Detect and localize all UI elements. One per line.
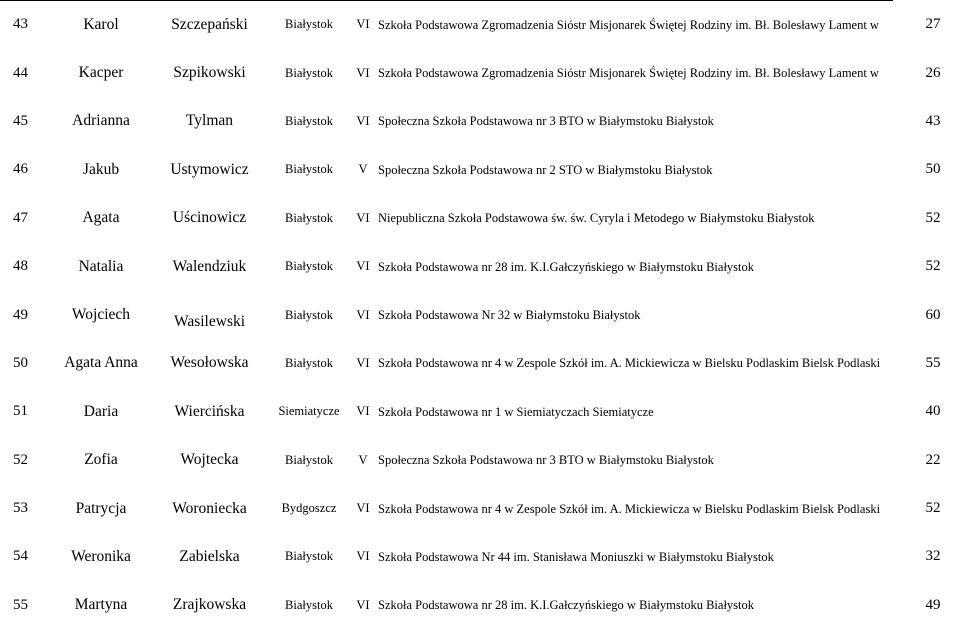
table-row: [0, 146, 960, 194]
grade: VI: [348, 1, 378, 49]
first-name: Natalia: [78, 257, 124, 275]
grade: VI: [356, 259, 370, 274]
city: Białystok: [285, 307, 333, 322]
city: Białystok: [285, 259, 333, 274]
last-name: Zrajkowska: [172, 596, 247, 614]
last-name: Tylman: [185, 112, 234, 130]
row-number: 52: [13, 451, 28, 468]
score: 50: [925, 161, 941, 178]
table-row: [0, 436, 960, 484]
row-number: 48: [13, 258, 28, 275]
school-name: Szkoła Podstawowa nr 4 w Zespole Szkół im. A. Mickiewicza w Bielsku Podlaskim Bielsk Podlaski: [378, 356, 881, 371]
table-row: [0, 484, 960, 532]
grade: VI: [356, 597, 370, 612]
table-row: [0, 291, 960, 339]
city: Białystok: [285, 355, 333, 370]
table-row: [0, 388, 960, 436]
first-name: Adrianna: [72, 112, 130, 130]
last-name: Wesołowska: [170, 354, 249, 372]
last-name: Zabielska: [179, 547, 240, 565]
school-name: Społeczna Szkoła Podstawowa nr 3 BTO w Białymstoku Białystok: [378, 114, 714, 129]
city: Bydgoszcz: [281, 501, 337, 516]
row-number: 55: [13, 596, 28, 613]
table-row: [0, 339, 960, 387]
score: 60: [925, 306, 941, 323]
row-number: 50: [13, 354, 28, 371]
grade: VI: [356, 307, 370, 322]
score: 27: [925, 16, 941, 33]
city: Białystok: [285, 65, 333, 80]
row-number: 43: [0, 1, 53, 49]
school-name: Społeczna Szkoła Podstawowa nr 3 BTO w Białymstoku Białystok: [378, 453, 714, 468]
first-name: Kacper: [78, 64, 124, 82]
first-name: Wojciech: [71, 306, 131, 324]
city: Białystok: [285, 549, 333, 564]
table-row: [0, 242, 960, 290]
table-row: [0, 49, 960, 97]
grade: V: [358, 162, 368, 177]
city: Siemiatycze: [278, 404, 340, 419]
score: 52: [925, 209, 941, 226]
row-number: 53: [13, 500, 28, 517]
first-name: Patrycja: [75, 499, 127, 517]
last-name: Wojtecka: [180, 451, 239, 469]
score: 26: [925, 64, 941, 81]
score: 22: [925, 451, 941, 468]
score: 55: [925, 354, 941, 371]
row-number: 44: [13, 64, 28, 81]
score: 49: [925, 596, 941, 613]
row-number: 45: [13, 112, 28, 129]
school-name: Szkoła Podstawowa Zgromadzenia Sióstr Misjonarek Świętej Rodziny im. Bł. Bolesławy Lament w: [378, 1, 893, 49]
table-row: [0, 194, 960, 242]
grade: VI: [356, 549, 370, 564]
city: Białystok: [285, 113, 333, 128]
school-name: Niepubliczna Szkoła Podstawowa św. św. Cyryla i Metodego w Białymstoku Białystok: [378, 211, 815, 226]
city: Białystok: [285, 162, 333, 177]
city: Białystok: [270, 1, 348, 49]
score: 40: [925, 403, 941, 420]
row-number: 54: [13, 548, 28, 565]
last-name: Ustymowicz: [170, 160, 249, 178]
score: 52: [925, 500, 941, 517]
school-name: Szkoła Podstawowa Zgromadzenia Sióstr Misjonarek Świętej Rodziny im. Bł. Bolesławy Lament w: [378, 66, 879, 81]
grade: VI: [356, 113, 370, 128]
city: Białystok: [285, 210, 333, 225]
city: Białystok: [285, 597, 333, 612]
score: 43: [925, 112, 941, 129]
grade: V: [358, 452, 368, 467]
school-name: Społeczna Szkoła Podstawowa nr 2 STO w Białymstoku Białystok: [378, 162, 713, 177]
first-name: Agata Anna: [64, 354, 138, 372]
last-name: Wiercińska: [174, 402, 245, 420]
grade: VI: [356, 404, 370, 419]
last-name: Szpikowski: [173, 64, 246, 82]
table-row: [0, 1, 960, 49]
last-name: Uścinowicz: [172, 209, 247, 227]
score: 52: [925, 258, 941, 275]
last-name: Szczepański: [149, 1, 270, 49]
school-name: Szkoła Podstawowa nr 1 w Siemiatyczach Siemiatycze: [378, 404, 654, 419]
school-name: Szkoła Podstawowa Nr 32 w Białymstoku Białystok: [378, 308, 641, 323]
first-name: Weronika: [71, 547, 131, 565]
table-row: [0, 533, 960, 581]
table-row: [0, 97, 960, 145]
first-name: Jakub: [82, 160, 120, 178]
score: 32: [925, 548, 941, 565]
first-name: Daria: [83, 402, 119, 420]
grade: VI: [356, 210, 370, 225]
first-name: Agata: [82, 209, 120, 227]
last-name: Walendziuk: [172, 257, 247, 275]
grade: VI: [356, 355, 370, 370]
school-name: Szkoła Podstawowa Nr 44 im. Stanisława Moniuszki w Białymstoku Białystok: [378, 549, 774, 564]
table-row: [0, 581, 960, 629]
first-name: Martyna: [74, 596, 128, 614]
row-number: 46: [13, 161, 28, 178]
school-name: Szkoła Podstawowa nr 28 im. K.I.Gałczyńskiego w Białymstoku Białystok: [378, 598, 755, 613]
city: Białystok: [285, 452, 333, 467]
first-name: Zofia: [84, 451, 118, 469]
school-name: Szkoła Podstawowa nr 4 w Zespole Szkół im. A. Mickiewicza w Bielsku Podlaskim Bielsk Podlaski: [378, 501, 881, 516]
first-name: Karol: [53, 1, 149, 49]
last-name: Wasilewski: [173, 313, 246, 331]
row-number: 51: [13, 403, 28, 420]
grade: VI: [356, 65, 370, 80]
grade: VI: [356, 501, 370, 516]
school-name: Szkoła Podstawowa nr 28 im. K.I.Gałczyńskiego w Białymstoku Białystok: [378, 259, 755, 274]
last-name: Woroniecka: [172, 499, 247, 517]
row-number: 47: [13, 209, 28, 226]
row-number: 49: [13, 306, 28, 323]
